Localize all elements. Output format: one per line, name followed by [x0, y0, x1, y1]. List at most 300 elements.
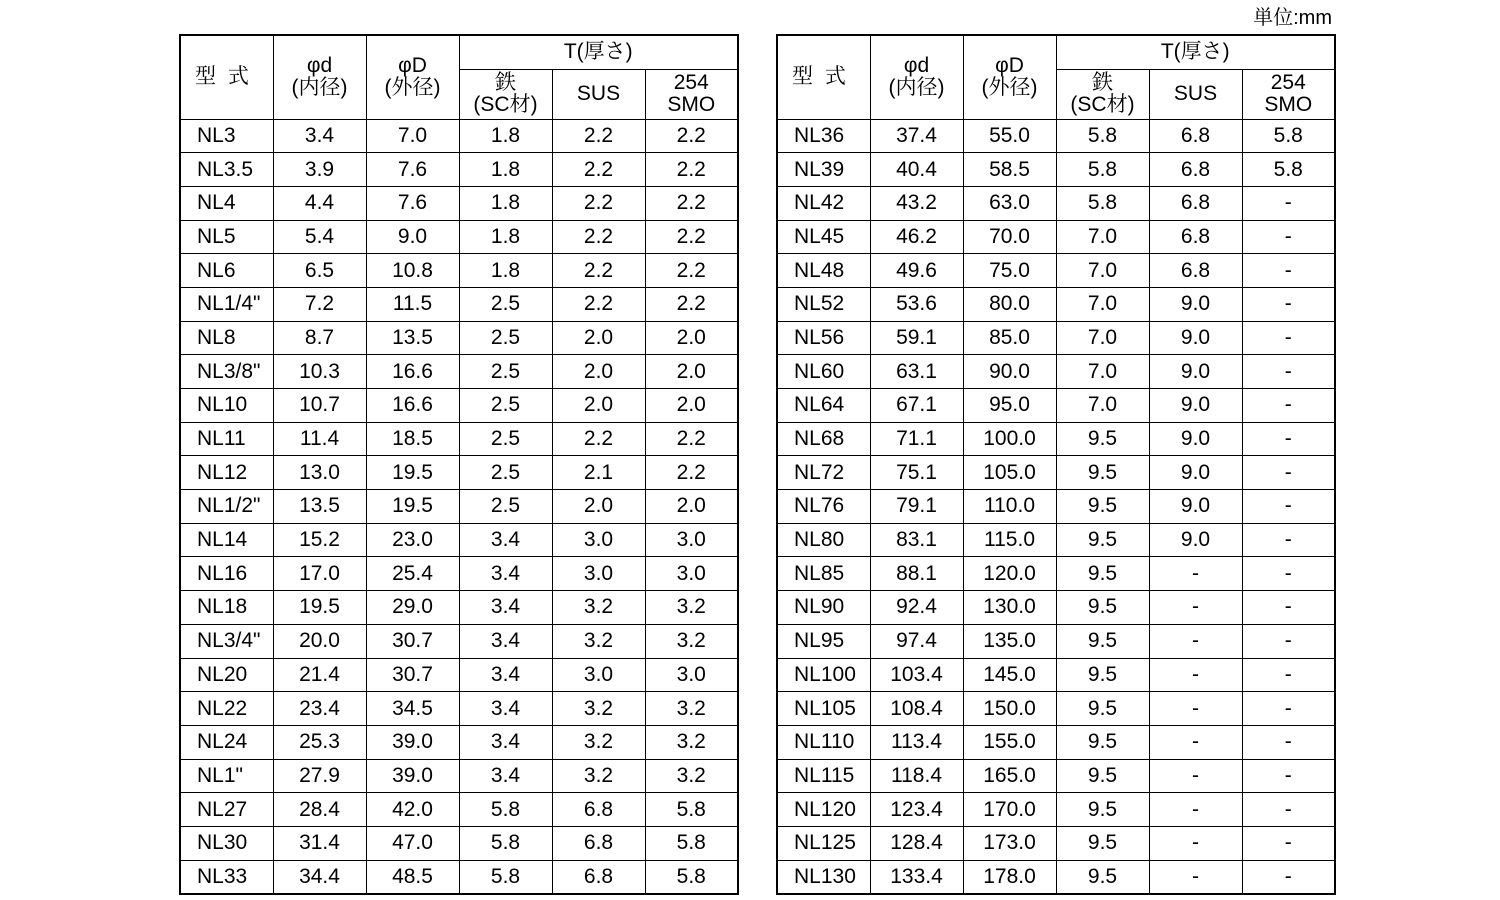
cell-sus: 3.0: [552, 658, 645, 692]
cell-smo: 2.0: [645, 321, 738, 355]
cell-smo: 5.8: [1242, 119, 1335, 153]
cell-smo: -: [1242, 490, 1335, 524]
cell-sus: 6.8: [1149, 186, 1242, 220]
cell-sus: 9.0: [1149, 490, 1242, 524]
table-row: [777, 624, 1335, 658]
cell-model: NL120: [777, 793, 870, 827]
header-smo: [645, 69, 738, 119]
cell-sus: 6.8: [552, 826, 645, 860]
cell-model: NL110: [777, 725, 870, 759]
cell-outer-diameter: 18.5: [366, 422, 459, 456]
cell-outer-diameter: 55.0: [963, 119, 1056, 153]
cell-model: NL64: [777, 389, 870, 423]
cell-model: NL48: [777, 254, 870, 288]
cell-sus: 3.2: [552, 725, 645, 759]
cell-iron: 5.8: [459, 860, 552, 894]
cell-sus: -: [1149, 860, 1242, 894]
cell-outer-diameter: 19.5: [366, 490, 459, 524]
table-row: [180, 119, 738, 153]
cell-outer-diameter: 100.0: [963, 422, 1056, 456]
header-smo: [1242, 69, 1335, 119]
cell-model: NL11: [180, 422, 273, 456]
cell-inner-diameter: 34.4: [273, 860, 366, 894]
cell-inner-diameter: 123.4: [870, 793, 963, 827]
cell-outer-diameter: 170.0: [963, 793, 1056, 827]
cell-inner-diameter: 23.4: [273, 692, 366, 726]
cell-outer-diameter: 110.0: [963, 490, 1056, 524]
cell-iron: 3.4: [459, 591, 552, 625]
table-row: [777, 321, 1335, 355]
table-row: [777, 456, 1335, 490]
cell-iron: 1.8: [459, 220, 552, 254]
cell-inner-diameter: 43.2: [870, 186, 963, 220]
cell-inner-diameter: 13.0: [273, 456, 366, 490]
cell-model: NL39: [777, 153, 870, 187]
cell-sus: -: [1149, 793, 1242, 827]
table-row: [777, 692, 1335, 726]
cell-smo: 2.2: [645, 186, 738, 220]
cell-smo: 2.0: [645, 389, 738, 423]
cell-model: NL16: [180, 557, 273, 591]
table-row: [180, 389, 738, 423]
cell-smo: -: [1242, 624, 1335, 658]
cell-model: NL60: [777, 355, 870, 389]
cell-outer-diameter: 39.0: [366, 759, 459, 793]
header-outer-diameter: [963, 35, 1056, 119]
table-row: [777, 119, 1335, 153]
table-row: [180, 591, 738, 625]
cell-iron: 5.8: [1056, 186, 1149, 220]
cell-inner-diameter: 10.3: [273, 355, 366, 389]
cell-outer-diameter: 173.0: [963, 826, 1056, 860]
cell-model: NL20: [180, 658, 273, 692]
cell-iron: 2.5: [459, 355, 552, 389]
cell-smo: -: [1242, 186, 1335, 220]
cell-iron: 9.5: [1056, 759, 1149, 793]
cell-sus: 6.8: [1149, 153, 1242, 187]
cell-smo: 2.2: [645, 456, 738, 490]
table-row: [180, 692, 738, 726]
cell-iron: 9.5: [1056, 860, 1149, 894]
cell-model: NL42: [777, 186, 870, 220]
cell-model: NL115: [777, 759, 870, 793]
table-row: [180, 658, 738, 692]
cell-model: NL30: [180, 826, 273, 860]
cell-iron: 7.0: [1056, 254, 1149, 288]
cell-iron: 9.5: [1056, 490, 1149, 524]
cell-model: NL8: [180, 321, 273, 355]
header-outer-symbol: φD: [398, 54, 427, 78]
cell-outer-diameter: 7.6: [366, 153, 459, 187]
cell-sus: 3.0: [552, 523, 645, 557]
cell-smo: 3.0: [645, 523, 738, 557]
cell-sus: 9.0: [1149, 456, 1242, 490]
header-smo-b: SMO: [667, 93, 716, 116]
cell-model: NL100: [777, 658, 870, 692]
header-inner-label: (内径): [888, 76, 945, 100]
cell-iron: 2.5: [459, 287, 552, 321]
cell-model: NL52: [777, 287, 870, 321]
cell-inner-diameter: 97.4: [870, 624, 963, 658]
cell-sus: 2.2: [552, 220, 645, 254]
cell-outer-diameter: 115.0: [963, 523, 1056, 557]
cell-inner-diameter: 4.4: [273, 186, 366, 220]
cell-outer-diameter: 120.0: [963, 557, 1056, 591]
cell-model: NL45: [777, 220, 870, 254]
table-row: [180, 254, 738, 288]
cell-smo: 2.2: [645, 220, 738, 254]
table-row: [180, 490, 738, 524]
cell-iron: 3.4: [459, 624, 552, 658]
cell-outer-diameter: 130.0: [963, 591, 1056, 625]
cell-outer-diameter: 85.0: [963, 321, 1056, 355]
cell-iron: 3.4: [459, 658, 552, 692]
cell-sus: -: [1149, 692, 1242, 726]
cell-model: NL12: [180, 456, 273, 490]
cell-smo: -: [1242, 254, 1335, 288]
cell-smo: 5.8: [645, 860, 738, 894]
table-row: [777, 759, 1335, 793]
table-row: [180, 220, 738, 254]
header-smo-b: SMO: [1264, 93, 1313, 116]
cell-outer-diameter: 48.5: [366, 860, 459, 894]
cell-outer-diameter: 19.5: [366, 456, 459, 490]
cell-outer-diameter: 11.5: [366, 287, 459, 321]
cell-inner-diameter: 3.9: [273, 153, 366, 187]
table-row: [777, 557, 1335, 591]
cell-outer-diameter: 80.0: [963, 287, 1056, 321]
table-row: [777, 186, 1335, 220]
header-outer-symbol: φD: [995, 54, 1024, 78]
cell-iron: 9.5: [1056, 692, 1149, 726]
cell-iron: 9.5: [1056, 826, 1149, 860]
table-row: [180, 422, 738, 456]
header-sus: SUS: [1149, 69, 1242, 119]
cell-smo: 3.2: [645, 759, 738, 793]
table-row: [777, 389, 1335, 423]
cell-sus: 2.1: [552, 456, 645, 490]
cell-smo: -: [1242, 557, 1335, 591]
table-row: [777, 860, 1335, 894]
table-row: [777, 254, 1335, 288]
cell-iron: 3.4: [459, 557, 552, 591]
cell-sus: 2.0: [552, 321, 645, 355]
cell-smo: 3.2: [645, 624, 738, 658]
cell-model: NL85: [777, 557, 870, 591]
cell-sus: 3.0: [552, 557, 645, 591]
cell-inner-diameter: 113.4: [870, 725, 963, 759]
cell-outer-diameter: 29.0: [366, 591, 459, 625]
table-row: [180, 287, 738, 321]
cell-model: NL24: [180, 725, 273, 759]
cell-outer-diameter: 34.5: [366, 692, 459, 726]
table-row: [777, 523, 1335, 557]
cell-outer-diameter: 135.0: [963, 624, 1056, 658]
cell-model: NL4: [180, 186, 273, 220]
header-thickness: T(厚さ): [1056, 35, 1335, 69]
cell-iron: 7.0: [1056, 389, 1149, 423]
cell-sus: 9.0: [1149, 389, 1242, 423]
cell-inner-diameter: 59.1: [870, 321, 963, 355]
cell-model: NL14: [180, 523, 273, 557]
header-iron-b: (SC材): [1070, 93, 1135, 116]
table-row: [777, 793, 1335, 827]
header-model: 型 式: [777, 35, 870, 119]
cell-model: NL95: [777, 624, 870, 658]
cell-smo: 2.2: [645, 422, 738, 456]
header-outer-label: (外径): [384, 76, 441, 100]
cell-smo: -: [1242, 456, 1335, 490]
spec-table-right: [776, 34, 1336, 895]
cell-model: NL10: [180, 389, 273, 423]
cell-smo: -: [1242, 658, 1335, 692]
cell-sus: 3.2: [552, 624, 645, 658]
cell-sus: 9.0: [1149, 321, 1242, 355]
cell-inner-diameter: 53.6: [870, 287, 963, 321]
cell-iron: 1.8: [459, 153, 552, 187]
header-inner-symbol: φd: [903, 54, 930, 78]
cell-smo: 3.2: [645, 692, 738, 726]
cell-sus: 9.0: [1149, 287, 1242, 321]
table-row: [180, 186, 738, 220]
cell-iron: 9.5: [1056, 456, 1149, 490]
cell-iron: 1.8: [459, 254, 552, 288]
cell-sus: 2.2: [552, 186, 645, 220]
cell-outer-diameter: 23.0: [366, 523, 459, 557]
cell-inner-diameter: 15.2: [273, 523, 366, 557]
cell-sus: -: [1149, 624, 1242, 658]
cell-model: NL1/2": [180, 490, 273, 524]
table-row: [180, 759, 738, 793]
table-row: [180, 725, 738, 759]
cell-outer-diameter: 95.0: [963, 389, 1056, 423]
cell-iron: 9.5: [1056, 591, 1149, 625]
cell-inner-diameter: 49.6: [870, 254, 963, 288]
cell-smo: -: [1242, 860, 1335, 894]
cell-outer-diameter: 10.8: [366, 254, 459, 288]
cell-model: NL1/4": [180, 287, 273, 321]
cell-inner-diameter: 3.4: [273, 119, 366, 153]
cell-sus: 2.0: [552, 355, 645, 389]
cell-iron: 9.5: [1056, 793, 1149, 827]
cell-model: NL3.5: [180, 153, 273, 187]
cell-inner-diameter: 79.1: [870, 490, 963, 524]
table-row: [777, 658, 1335, 692]
cell-inner-diameter: 63.1: [870, 355, 963, 389]
cell-sus: 6.8: [552, 793, 645, 827]
cell-model: NL3/8": [180, 355, 273, 389]
header-iron-b: (SC材): [473, 93, 538, 116]
table-row: [777, 422, 1335, 456]
cell-model: NL72: [777, 456, 870, 490]
table-row: [180, 793, 738, 827]
header-iron-a: 鉄: [1092, 71, 1113, 94]
header-inner-diameter: [870, 35, 963, 119]
header-outer-diameter: [366, 35, 459, 119]
cell-inner-diameter: 40.4: [870, 153, 963, 187]
cell-outer-diameter: 63.0: [963, 186, 1056, 220]
header-iron-a: 鉄: [495, 71, 516, 94]
cell-smo: 2.2: [645, 287, 738, 321]
header-smo-a: 254: [673, 71, 709, 94]
cell-smo: 2.2: [645, 153, 738, 187]
cell-model: NL90: [777, 591, 870, 625]
cell-inner-diameter: 108.4: [870, 692, 963, 726]
cell-smo: 2.2: [645, 254, 738, 288]
cell-iron: 3.4: [459, 759, 552, 793]
table-row: [777, 355, 1335, 389]
cell-outer-diameter: 70.0: [963, 220, 1056, 254]
cell-inner-diameter: 71.1: [870, 422, 963, 456]
cell-smo: -: [1242, 523, 1335, 557]
cell-iron: 9.5: [1056, 422, 1149, 456]
cell-smo: 5.8: [645, 826, 738, 860]
cell-smo: -: [1242, 287, 1335, 321]
cell-sus: 9.0: [1149, 355, 1242, 389]
cell-iron: 5.8: [459, 826, 552, 860]
cell-outer-diameter: 145.0: [963, 658, 1056, 692]
header-inner-label: (内径): [291, 76, 348, 100]
cell-iron: 5.8: [1056, 119, 1149, 153]
cell-inner-diameter: 7.2: [273, 287, 366, 321]
cell-smo: -: [1242, 591, 1335, 625]
cell-inner-diameter: 20.0: [273, 624, 366, 658]
cell-inner-diameter: 8.7: [273, 321, 366, 355]
cell-sus: -: [1149, 759, 1242, 793]
header-inner-diameter: [273, 35, 366, 119]
cell-outer-diameter: 7.0: [366, 119, 459, 153]
cell-smo: -: [1242, 389, 1335, 423]
cell-inner-diameter: 31.4: [273, 826, 366, 860]
table-row: [777, 490, 1335, 524]
cell-iron: 5.8: [1056, 153, 1149, 187]
table-body-right: [777, 119, 1335, 894]
cell-iron: 9.5: [1056, 725, 1149, 759]
cell-sus: 2.2: [552, 287, 645, 321]
cell-smo: 3.2: [645, 591, 738, 625]
table-row: [180, 624, 738, 658]
cell-inner-diameter: 27.9: [273, 759, 366, 793]
cell-inner-diameter: 21.4: [273, 658, 366, 692]
cell-smo: -: [1242, 725, 1335, 759]
cell-outer-diameter: 30.7: [366, 624, 459, 658]
cell-smo: 2.2: [645, 119, 738, 153]
cell-sus: 3.2: [552, 591, 645, 625]
cell-sus: -: [1149, 658, 1242, 692]
cell-outer-diameter: 58.5: [963, 153, 1056, 187]
cell-inner-diameter: 25.3: [273, 725, 366, 759]
cell-model: NL76: [777, 490, 870, 524]
cell-sus: 2.0: [552, 490, 645, 524]
cell-sus: -: [1149, 591, 1242, 625]
header-model: 型 式: [180, 35, 273, 119]
cell-sus: 2.2: [552, 153, 645, 187]
cell-outer-diameter: 90.0: [963, 355, 1056, 389]
table-row: [180, 456, 738, 490]
cell-iron: 2.5: [459, 321, 552, 355]
cell-inner-diameter: 83.1: [870, 523, 963, 557]
cell-model: NL33: [180, 860, 273, 894]
header-iron: [459, 69, 552, 119]
table-row: [180, 523, 738, 557]
table-row: [180, 355, 738, 389]
cell-smo: 5.8: [1242, 153, 1335, 187]
cell-smo: -: [1242, 692, 1335, 726]
cell-outer-diameter: 16.6: [366, 389, 459, 423]
cell-model: NL125: [777, 826, 870, 860]
table-row: [180, 153, 738, 187]
cell-smo: -: [1242, 793, 1335, 827]
cell-outer-diameter: 30.7: [366, 658, 459, 692]
cell-model: NL27: [180, 793, 273, 827]
cell-outer-diameter: 75.0: [963, 254, 1056, 288]
cell-model: NL105: [777, 692, 870, 726]
cell-sus: 6.8: [1149, 220, 1242, 254]
cell-outer-diameter: 16.6: [366, 355, 459, 389]
cell-smo: -: [1242, 826, 1335, 860]
table-row: [180, 321, 738, 355]
cell-model: NL36: [777, 119, 870, 153]
cell-inner-diameter: 13.5: [273, 490, 366, 524]
table-row: [180, 826, 738, 860]
cell-iron: 7.0: [1056, 355, 1149, 389]
cell-iron: 7.0: [1056, 287, 1149, 321]
cell-sus: -: [1149, 725, 1242, 759]
cell-outer-diameter: 165.0: [963, 759, 1056, 793]
cell-smo: -: [1242, 321, 1335, 355]
cell-smo: 2.0: [645, 355, 738, 389]
cell-iron: 9.5: [1056, 557, 1149, 591]
cell-iron: 3.4: [459, 725, 552, 759]
table-row: [777, 826, 1335, 860]
cell-sus: 3.2: [552, 692, 645, 726]
header-inner-symbol: φd: [306, 54, 333, 78]
cell-inner-diameter: 11.4: [273, 422, 366, 456]
table-row: [777, 725, 1335, 759]
cell-iron: 7.0: [1056, 321, 1149, 355]
cell-sus: 6.8: [552, 860, 645, 894]
cell-inner-diameter: 103.4: [870, 658, 963, 692]
cell-smo: -: [1242, 422, 1335, 456]
cell-outer-diameter: 9.0: [366, 220, 459, 254]
cell-sus: 6.8: [1149, 254, 1242, 288]
table-row: [180, 557, 738, 591]
cell-inner-diameter: 5.4: [273, 220, 366, 254]
cell-outer-diameter: 25.4: [366, 557, 459, 591]
cell-outer-diameter: 155.0: [963, 725, 1056, 759]
cell-inner-diameter: 92.4: [870, 591, 963, 625]
cell-smo: -: [1242, 759, 1335, 793]
cell-smo: 5.8: [645, 793, 738, 827]
cell-outer-diameter: 150.0: [963, 692, 1056, 726]
table-body-left: [180, 119, 738, 894]
unit-label: 単位:mm: [1253, 7, 1332, 29]
cell-model: NL130: [777, 860, 870, 894]
cell-iron: 1.8: [459, 186, 552, 220]
cell-smo: -: [1242, 220, 1335, 254]
cell-iron: 3.4: [459, 692, 552, 726]
cell-iron: 5.8: [459, 793, 552, 827]
table-row: [777, 153, 1335, 187]
cell-iron: 9.5: [1056, 624, 1149, 658]
cell-outer-diameter: 39.0: [366, 725, 459, 759]
cell-outer-diameter: 7.6: [366, 186, 459, 220]
cell-smo: -: [1242, 355, 1335, 389]
cell-iron: 3.4: [459, 523, 552, 557]
header-iron: [1056, 69, 1149, 119]
cell-model: NL68: [777, 422, 870, 456]
cell-model: NL80: [777, 523, 870, 557]
